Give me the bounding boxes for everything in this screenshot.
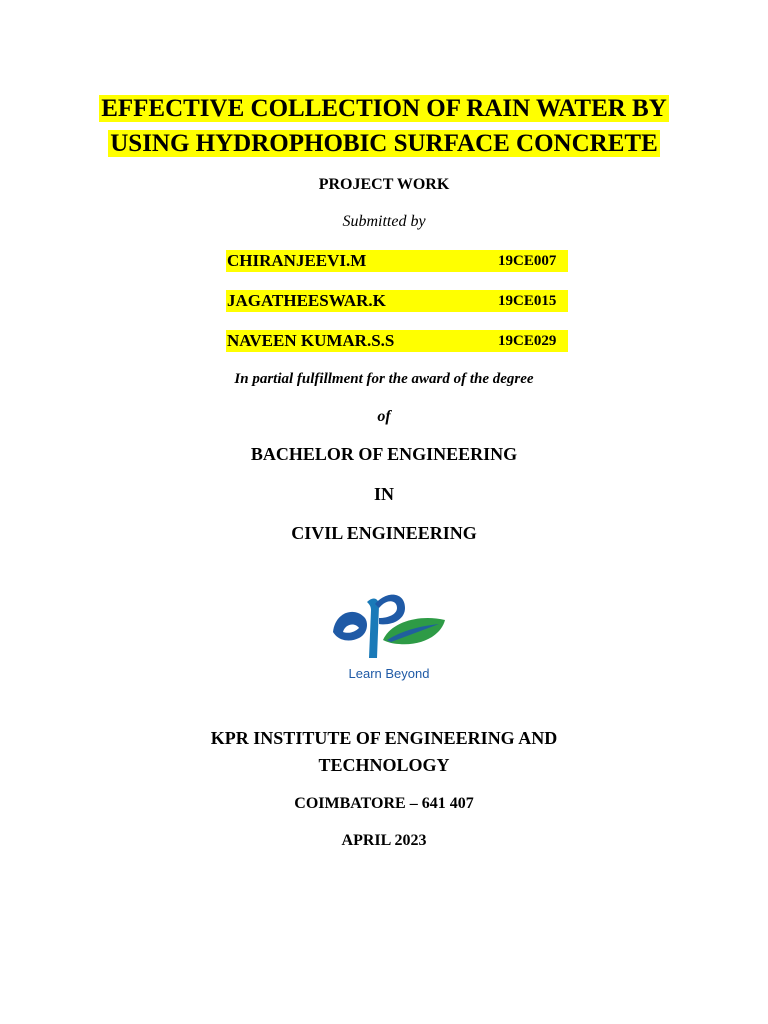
date: APRIL 2023 [341,832,427,849]
institute-logo [329,584,449,688]
member-name: JAGATHEESWAR.K [226,290,497,312]
fulfillment-text: In partial fulfillment for the award of the degree [234,371,534,387]
member-roll: 19CE007 [496,250,568,272]
member-roll: 19CE029 [496,330,568,352]
logo-tagline: Learn Beyond [348,666,430,681]
of-text: of [377,408,391,425]
kpr-logo-icon [329,584,449,664]
institute-name-line-1: KPR INSTITUTE OF ENGINEERING AND [210,728,558,748]
member-roll: 19CE015 [496,290,568,312]
in-text: IN [373,484,394,504]
title-line-2: USING HYDROPHOBIC SURFACE CONCRETE [110,130,658,157]
degree-name: BACHELOR OF ENGINEERING [250,444,518,464]
title-line-1: EFFECTIVE COLLECTION OF RAIN WATER BY [101,95,667,122]
project-label: PROJECT WORK [318,176,450,193]
report-title-line-2-wrap [0,129,768,158]
institute-name-line-2: TECHNOLOGY [318,755,450,775]
location: COIMBATORE – 641 407 [294,795,474,812]
member-name: NAVEEN KUMAR.S.S [226,330,497,352]
member-name: CHIRANJEEVI.M [226,250,497,272]
report-title [0,94,768,123]
branch-name: CIVIL ENGINEERING [291,523,477,543]
submitted-by: Submitted by [342,213,426,230]
